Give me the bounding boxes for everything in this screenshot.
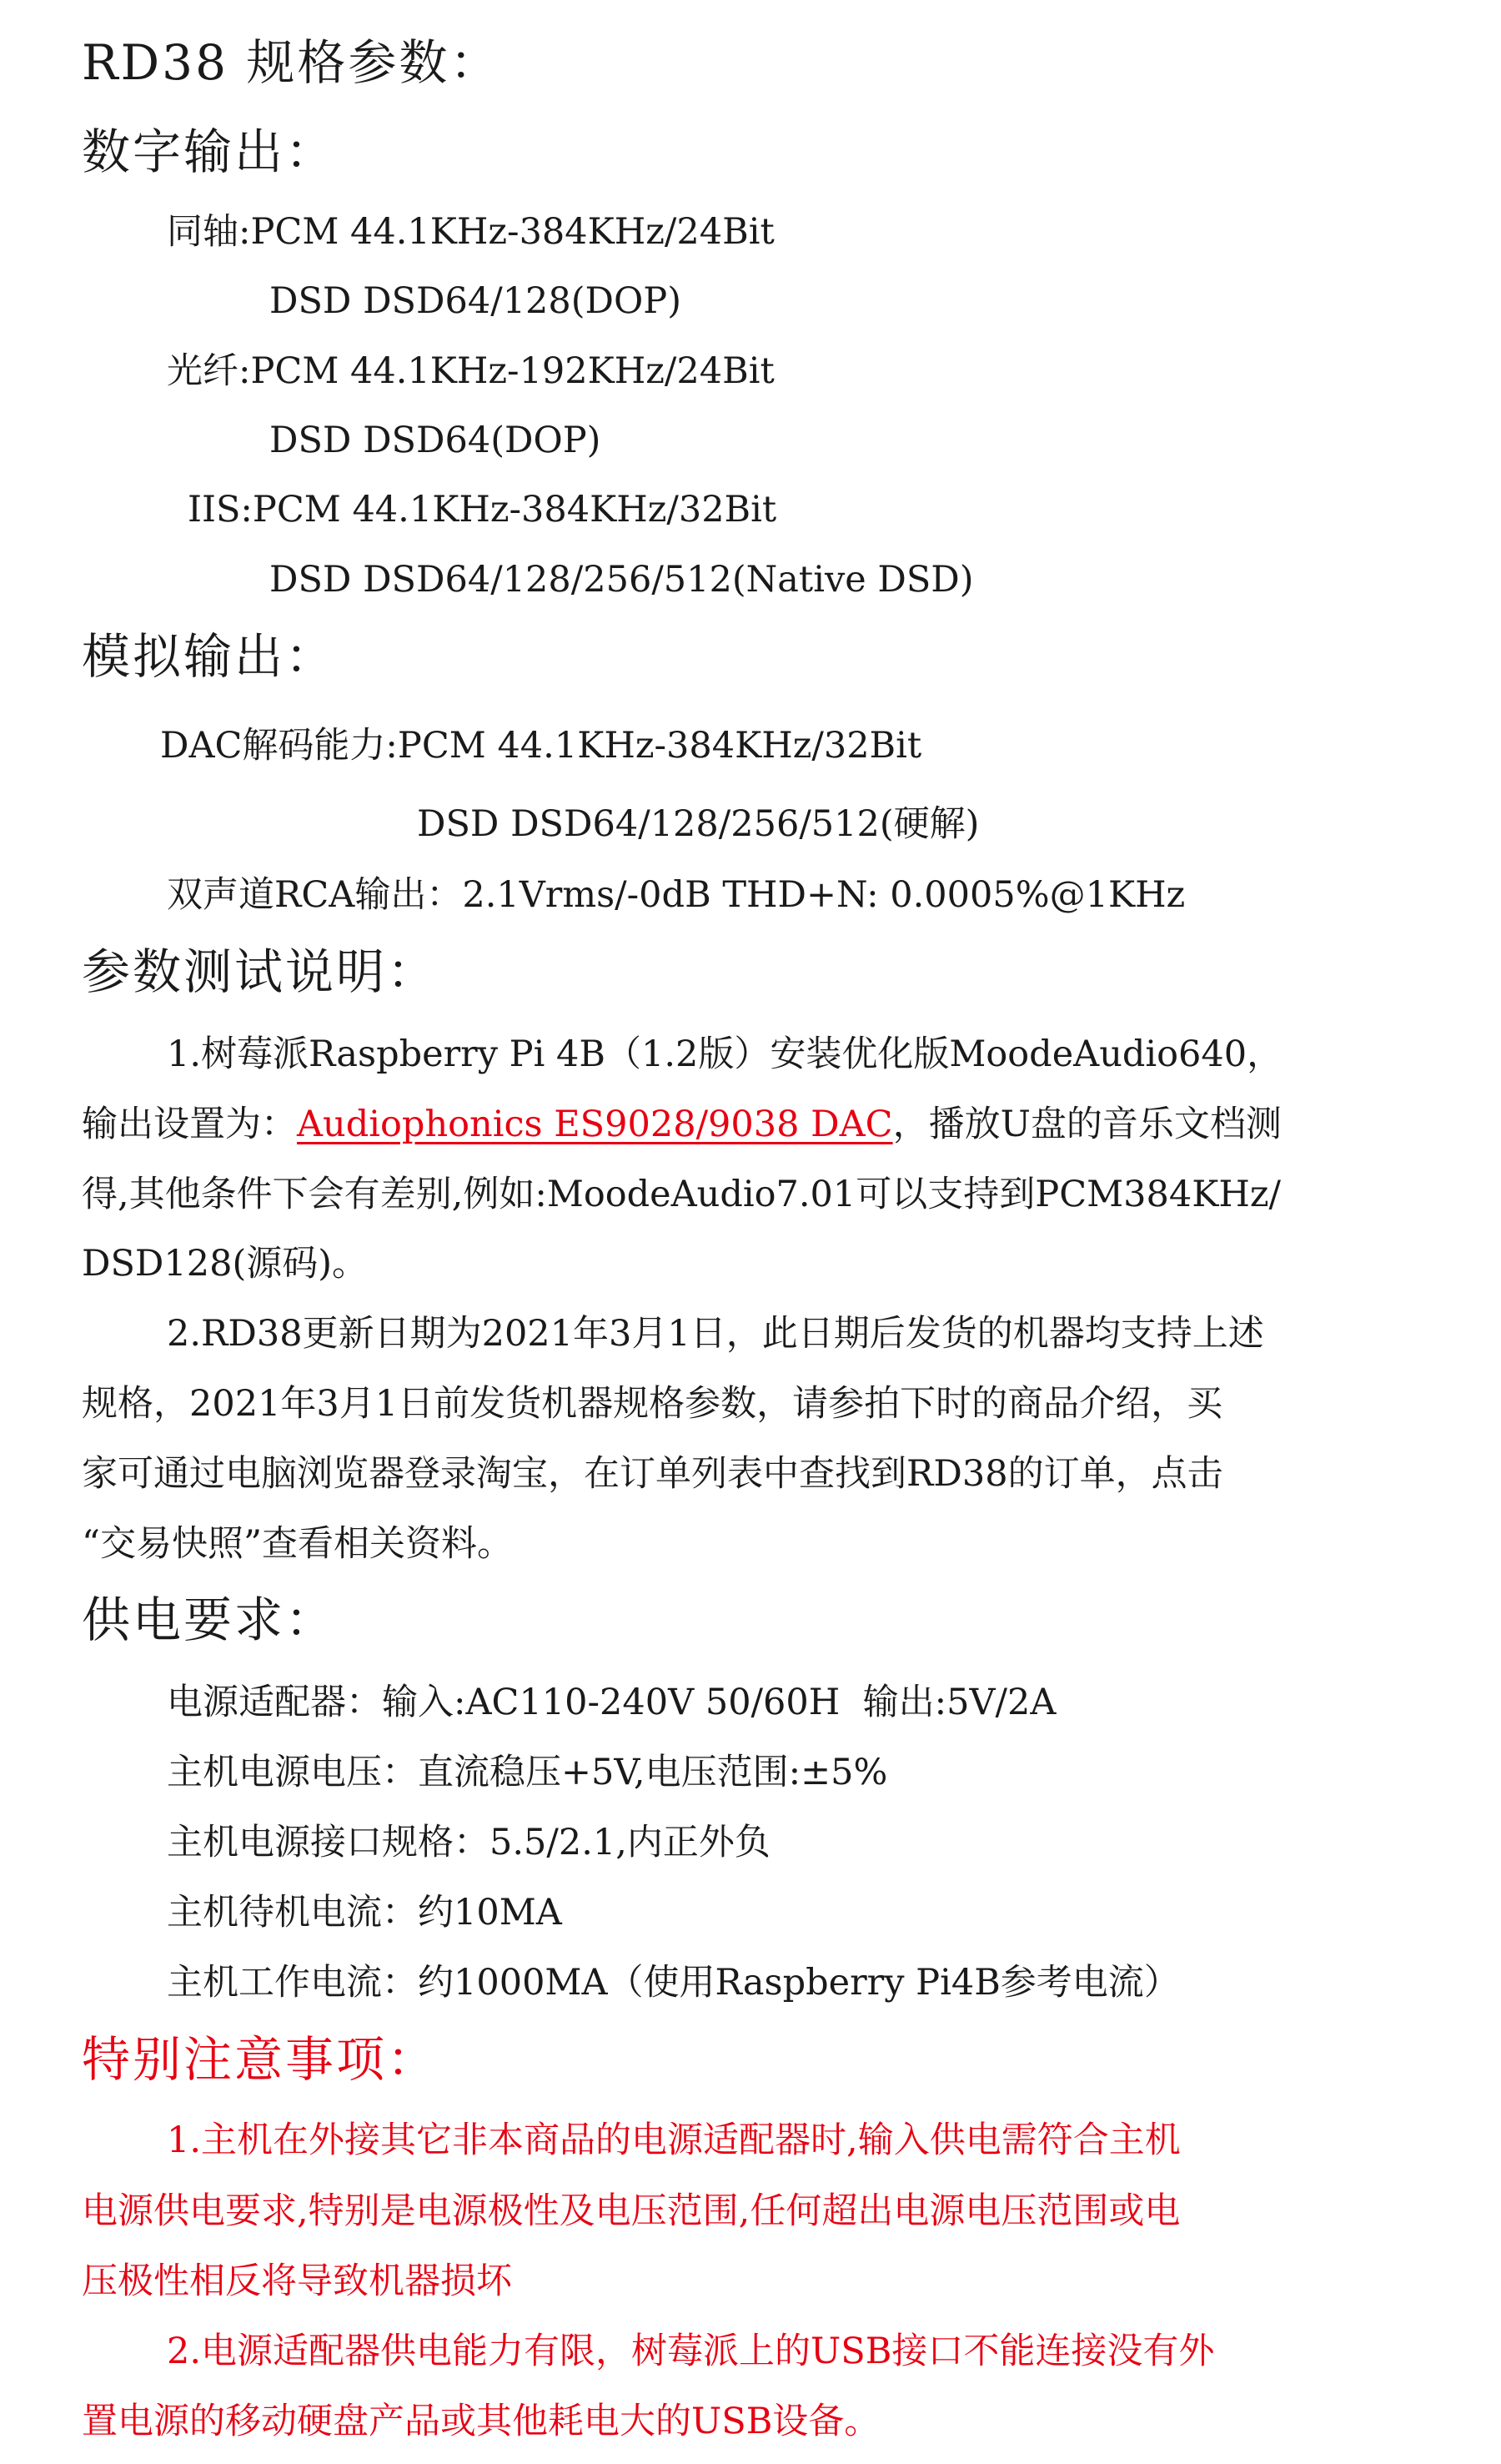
paragraph-line: DSD128(源码)。 — [82, 1243, 369, 1285]
notice-line: 2.电源适配器供电能力有限，树莓派上的USB接口不能连接没有外 — [167, 2331, 1215, 2372]
page-title: RD38 规格参数： — [82, 34, 501, 91]
notice-line: 1.主机在外接其它非本商品的电源适配器时,输入供电需符合主机 — [167, 2120, 1181, 2161]
paragraph-line: 1.树莓派Raspberry Pi 4B（1.2版）安装优化版MoodeAudio640， — [167, 1033, 1283, 1075]
spec-line: DSD DSD64/128/256/512(Native DSD) — [269, 559, 974, 601]
paragraph-line: 规格，2021年3月1日前发货机器规格参数，请参拍下时的商品介绍，买 — [82, 1383, 1223, 1425]
spec-line: 双声道RCA输出：2.1Vrms/-0dB THD+N: 0.0005%@1KHz — [167, 874, 1186, 916]
section-heading-digital-output: 数字输出： — [82, 123, 337, 180]
inline-text: 输出设置为： — [82, 1104, 297, 1145]
notice-line: 电源供电要求,特别是电源极性及电压范围,任何超出电源电压范围或电 — [82, 2190, 1181, 2232]
spec-line: 主机电源电压：直流稳压+5V,电压范围:±5% — [167, 1752, 888, 1793]
spec-line: DSD DSD64(DOP) — [269, 420, 601, 461]
spec-line: DSD DSD64/128(DOP) — [269, 280, 681, 322]
notice-line: 压极性相反将导致机器损坏 — [82, 2260, 512, 2302]
spec-line: DAC解码能力:PCM 44.1KHz-384KHz/32Bit — [160, 725, 922, 767]
spec-line: DSD DSD64/128/256/512(硬解) — [417, 803, 980, 845]
spec-line: 主机工作电流：约1000MA（使用Raspberry Pi4B参考电流） — [167, 1962, 1180, 2004]
paragraph-line: 得,其他条件下会有差别,例如:MoodeAudio7.01可以支持到PCM384KHz/ — [82, 1174, 1281, 1215]
paragraph-line: “交易快照”查看相关资料。 — [82, 1523, 513, 1565]
spec-line: IIS:PCM 44.1KHz-384KHz/32Bit — [188, 489, 777, 531]
section-heading-special-notice: 特别注意事项： — [82, 2031, 439, 2088]
inline-text: ，播放U盘的音乐文档测 — [892, 1104, 1282, 1145]
spec-line: 同轴:PCM 44.1KHz-384KHz/24Bit — [167, 211, 775, 253]
spec-line: 电源适配器：输入:AC110-240V 50/60H 输出:5V/2A — [167, 1682, 1057, 1723]
audiophonics-dac-link[interactable]: Audiophonics ES9028/9038 DAC — [297, 1104, 893, 1145]
notice-line: 置电源的移动硬盘产品或其他耗电大的USB设备。 — [82, 2401, 881, 2442]
section-heading-analog-output: 模拟输出： — [82, 628, 337, 685]
section-heading-test-notes: 参数测试说明： — [82, 943, 439, 1000]
paragraph-line: 家可通过电脑浏览器登录淘宝，在订单列表中查找到RD38的订单，点击 — [82, 1453, 1223, 1495]
spec-line: 主机电源接口规格：5.5/2.1,内正外负 — [167, 1822, 771, 1863]
spec-line: 光纤:PCM 44.1KHz-192KHz/24Bit — [167, 350, 775, 392]
spec-line: 主机待机电流：约10MA — [167, 1892, 562, 1933]
paragraph-line — [82, 1104, 1282, 1145]
section-heading-power-requirements: 供电要求： — [82, 1592, 337, 1648]
paragraph-line: 2.RD38更新日期为2021年3月1日，此日期后发货的机器均支持上述 — [167, 1313, 1264, 1355]
